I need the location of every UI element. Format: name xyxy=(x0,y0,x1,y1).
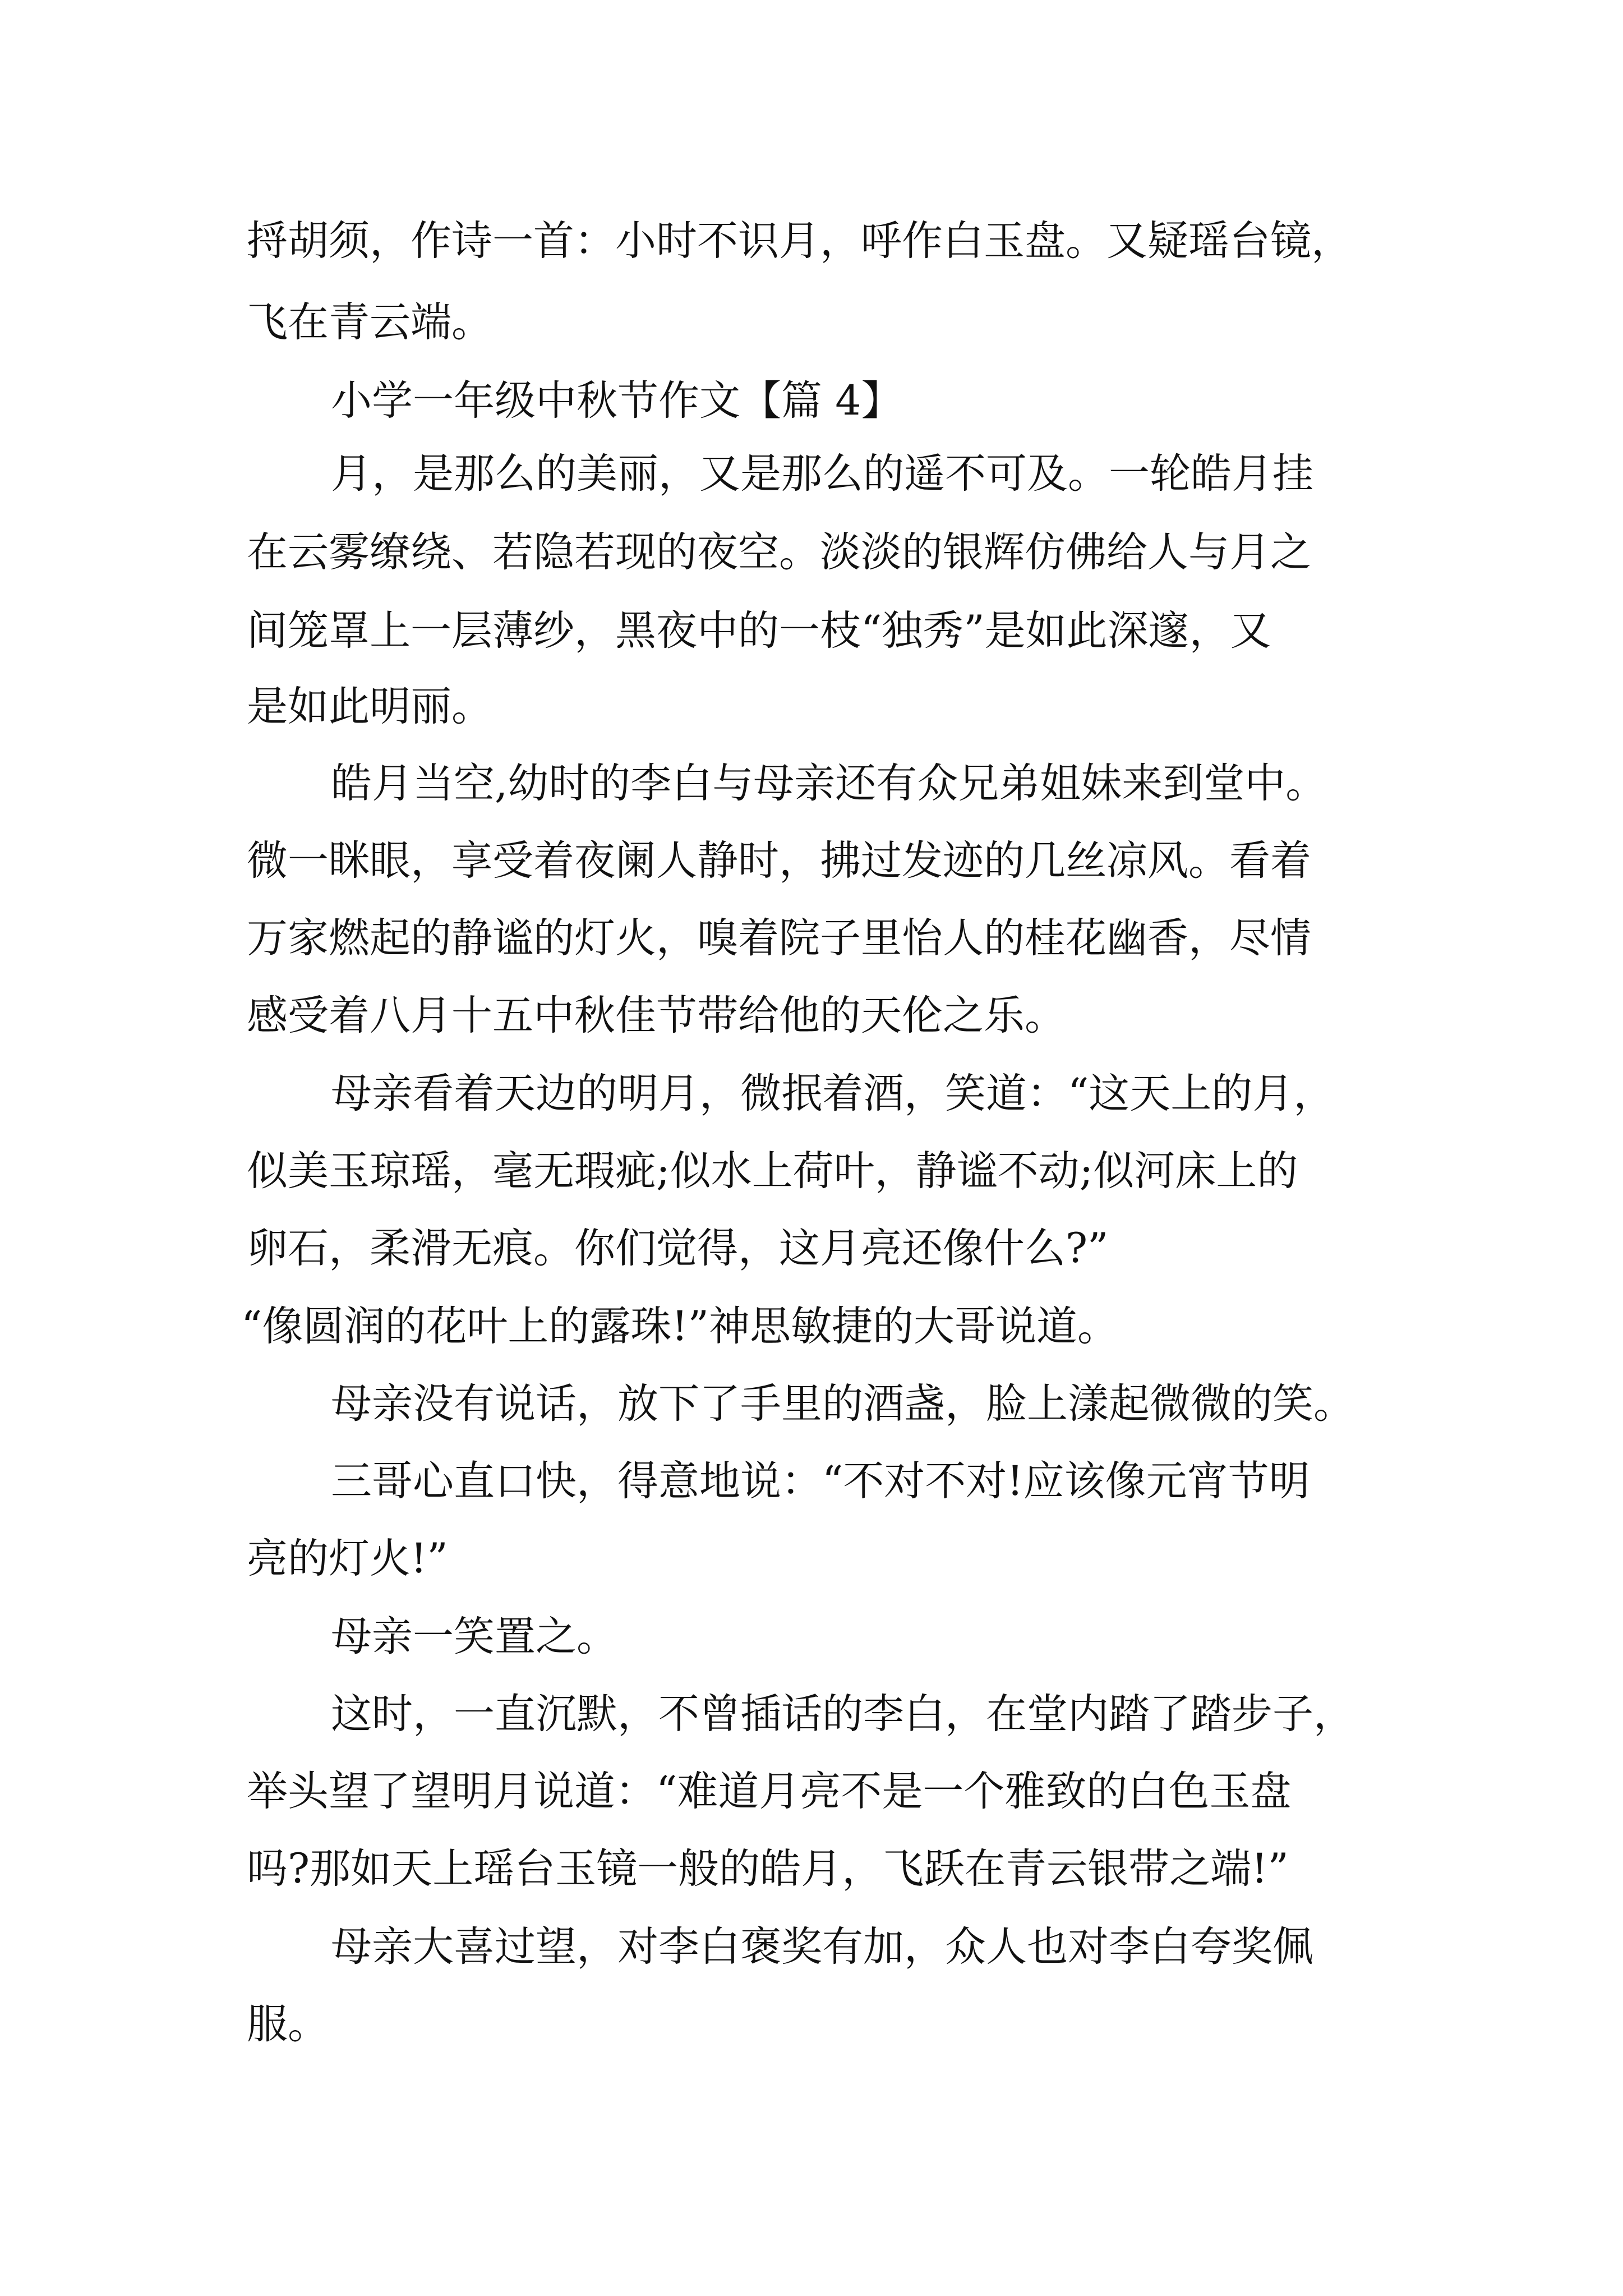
paragraph-line: 飞在青云端。 xyxy=(247,298,492,346)
paragraph-line: 举头望了望明月说道：“难道月亮不是一个雅致的白色玉盘 xyxy=(247,1768,1292,1815)
paragraph-line: 服。 xyxy=(247,2000,329,2048)
paragraph-line: 母亲看着天边的明月，微抿着酒，笑道：“这天上的月， xyxy=(331,1070,1335,1117)
paragraph-line: 卵石，柔滑无痕。你们觉得，这月亮还像什么?” xyxy=(247,1225,1109,1272)
paragraph-line: 在云雾缭绕、若隐若现的夜空。淡淡的银辉仿佛给人与月之 xyxy=(247,528,1311,576)
paragraph-line: 这时，一直沉默，不曾插话的李白，在堂内踏了踏步子， xyxy=(331,1690,1354,1738)
paragraph-line: 亮的灯火!” xyxy=(247,1535,448,1582)
section-heading: 小学一年级中秋节作文【篇 4】 xyxy=(331,377,902,425)
paragraph-line: 吗?那如天上瑶台玉镜一般的皓月，飞跃在青云银带之端!” xyxy=(247,1845,1289,1893)
paragraph-line: 月，是那么的美丽，又是那么的遥不可及。一轮皓月挂 xyxy=(331,450,1313,498)
paragraph-line: 母亲没有说话，放下了手里的酒盏，脸上漾起微微的笑。 xyxy=(331,1380,1354,1428)
paragraph-line: 皓月当空,幼时的李白与母亲还有众兄弟姐妹来到堂中。 xyxy=(331,760,1327,807)
paragraph-line: 微一眯眼，享受着夜阑人静时，拂过发迹的几丝凉风。看着 xyxy=(247,837,1311,885)
paragraph-line: 似美玉琼瑶，毫无瑕疵;似水上荷叶，静谧不动;似河床上的 xyxy=(247,1147,1298,1195)
paragraph-line: 万家燃起的静谧的灯火，嗅着院子里怡人的桂花幽香，尽情 xyxy=(247,914,1311,962)
paragraph-line: 三哥心直口快，得意地说：“不对不对!应该像元宵节明 xyxy=(331,1457,1310,1505)
paragraph-line: 母亲大喜过望，对李白褒奖有加，众人也对李白夸奖佩 xyxy=(331,1923,1313,1971)
paragraph-line: 是如此明丽。 xyxy=(247,683,492,730)
paragraph-line: 感受着八月十五中秋佳节带给他的天伦之乐。 xyxy=(247,992,1066,1039)
paragraph-line: 母亲一笑置之。 xyxy=(331,1613,617,1660)
paragraph-line: 捋胡须，作诗一首：小时不识月，呼作白玉盘。又疑瑶台镜， xyxy=(247,217,1352,265)
paragraph-line: 间笼罩上一层薄纱，黑夜中的一枝“独秀”是如此深邃，又 xyxy=(247,607,1271,655)
paragraph-line: “像圆润的花叶上的露珠!”神思敏捷的大哥说道。 xyxy=(241,1303,1118,1350)
